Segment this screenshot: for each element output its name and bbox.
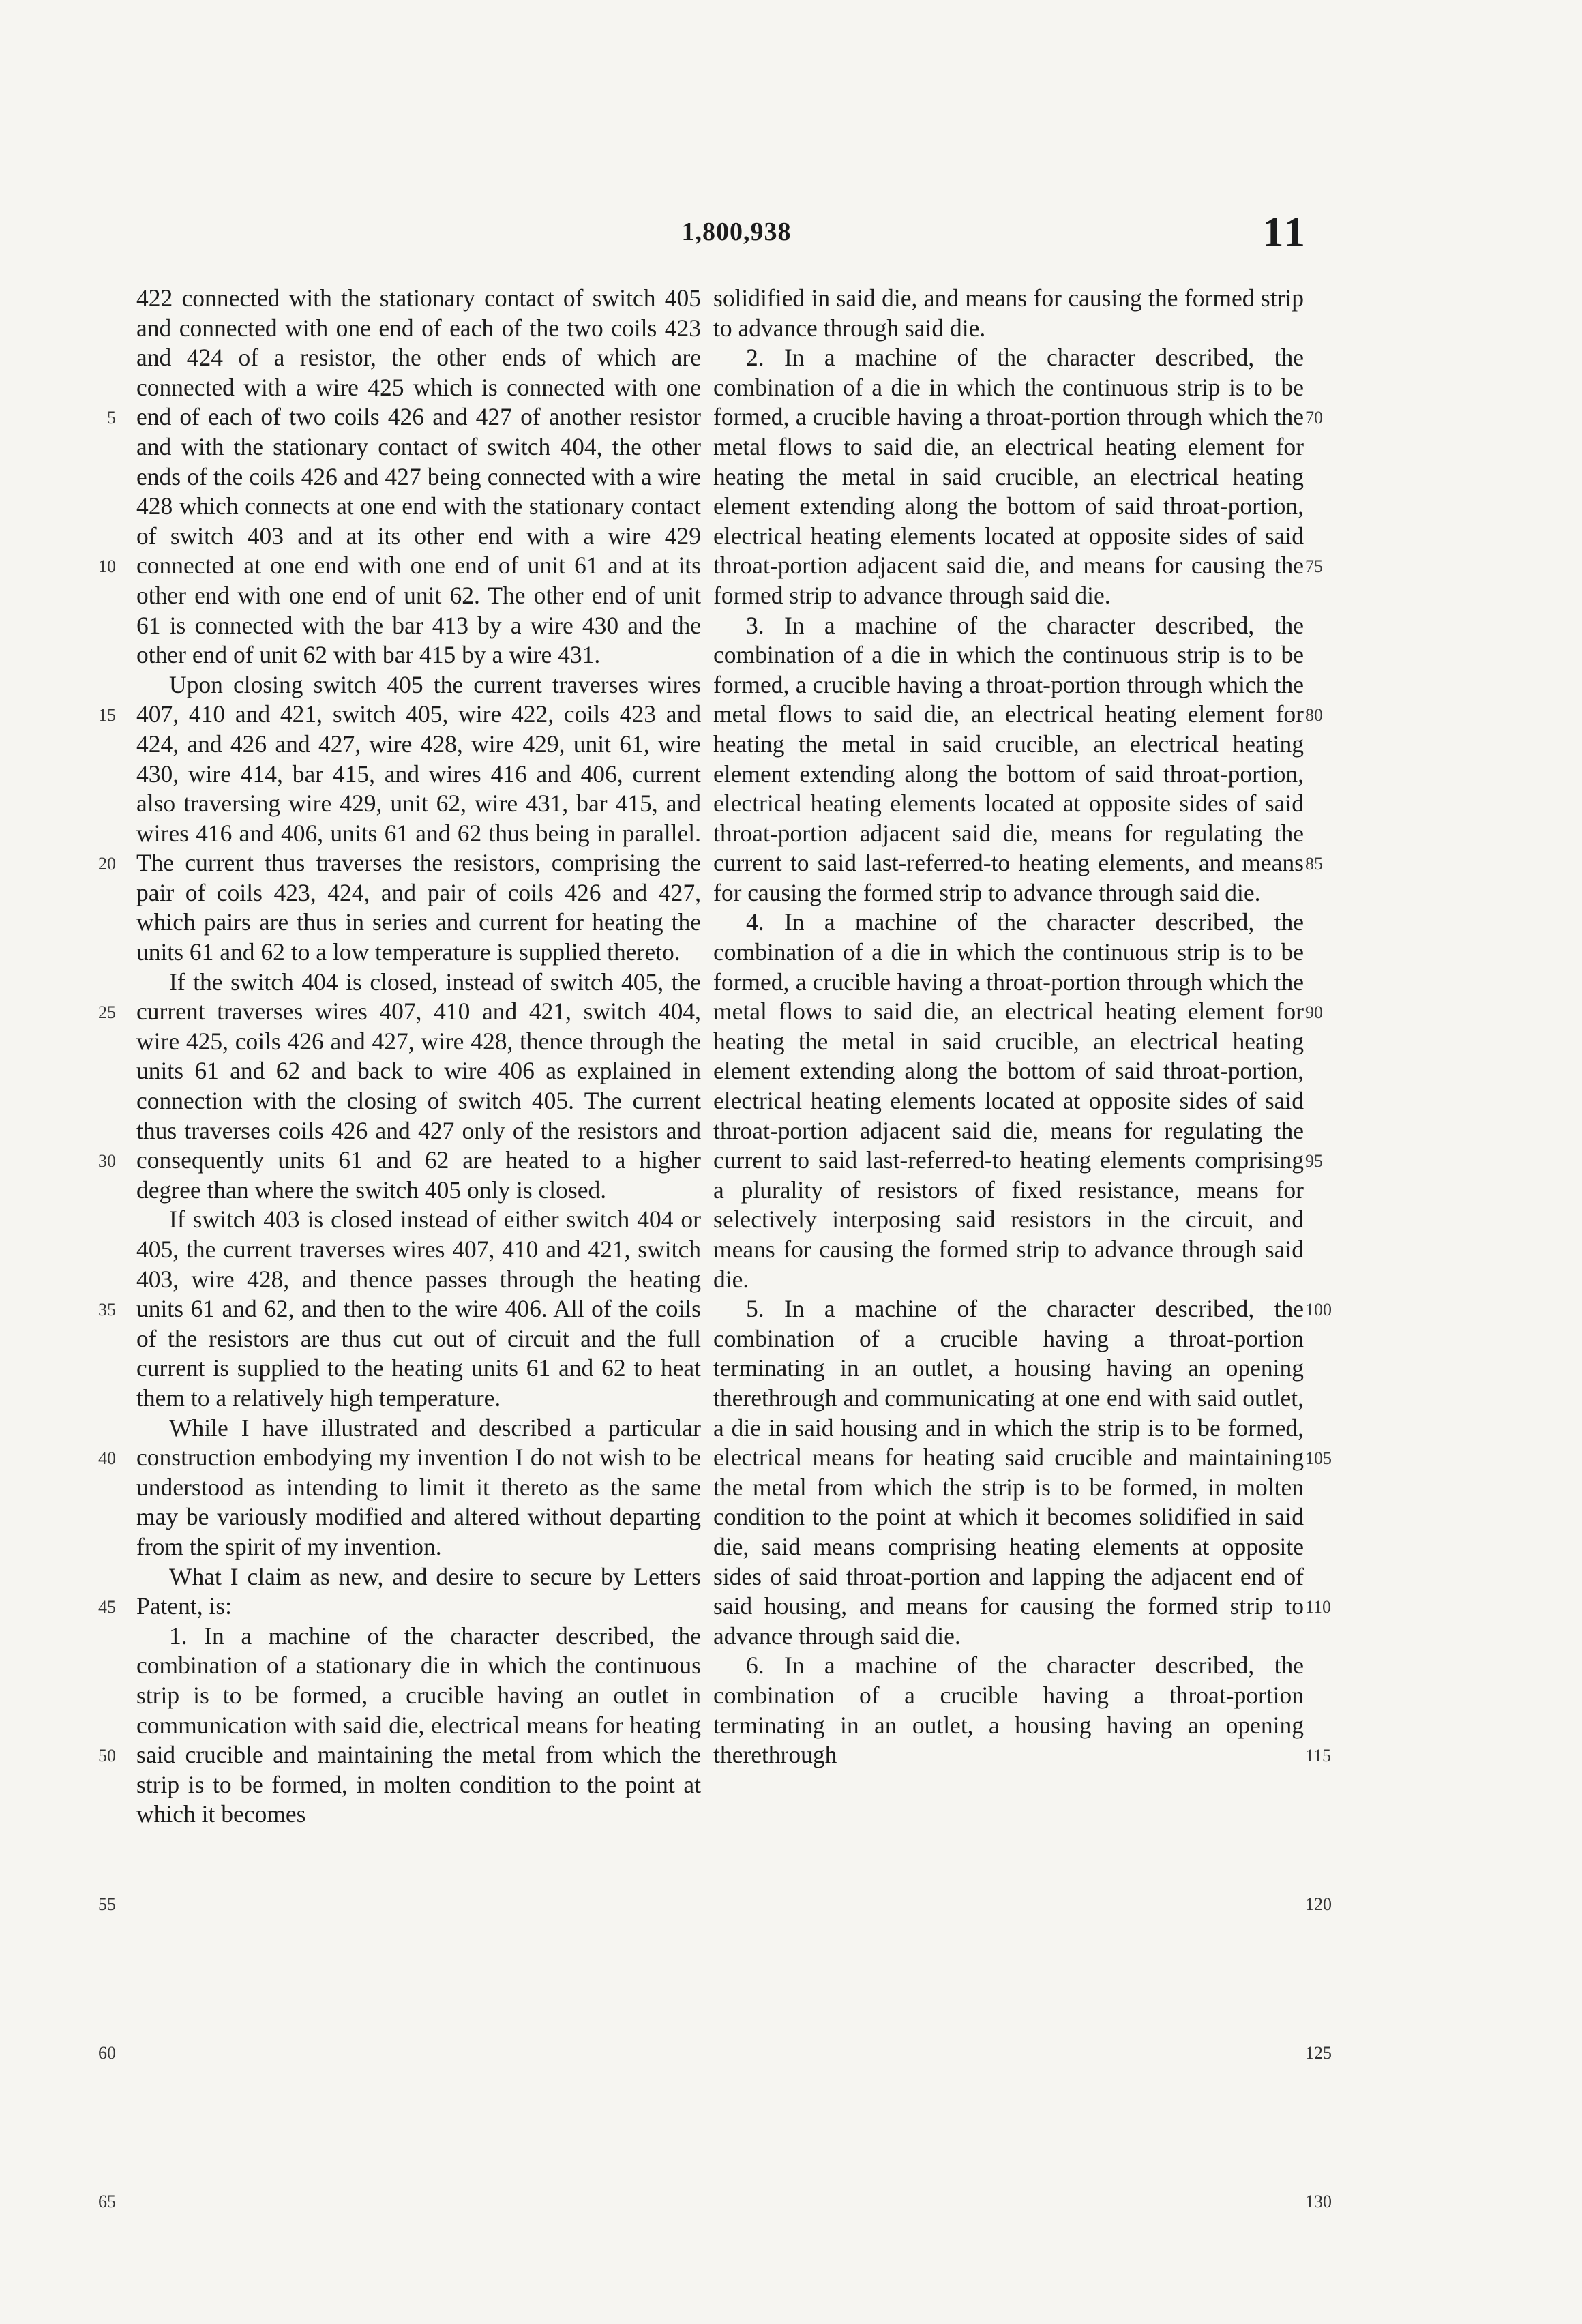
claim-6: 6. In a machine of the character described, the combination of a crucible having a throat-portion terminating in an outlet, a housing having an opening therethrough (713, 1652, 1304, 1769)
claim-3: 3. In a machine of the character described, the combination of a die in which the continuous strip is to be formed, a crucible having a throat-portion through which the metal flows to said die, an electrical heating element for heating the metal in said crucible, an electrical heating element extending along the bottom of said throat-portion, electrical heating elements located at opposite sides of said throat-portion adjacent said die, means for regulating the current to said last-referred-to heating elements, and means for causing the formed strip to advance through said die. (713, 611, 1304, 906)
line-number: 50 (98, 1746, 116, 1766)
right-column (713, 284, 1304, 1770)
line-number: 40 (98, 1448, 116, 1469)
paragraph: If switch 403 is closed instead of either switch 404 or 405, the current traverses wires 407, 410 and 421, switch 403, wire 428, and thence passes through the heating units 61 and 62, and then to the wire 406. All of the coils of the resistors are thus cut out of circuit and the full current is supplied to the heating units 61 and 62 to heat them to a relatively high temperature. (136, 1206, 701, 1412)
line-number: 75 (1305, 556, 1323, 577)
paragraph: 422 connected with the stationary contact of switch 405 and connected with one end of each of the two coils 423 and 424 of a resistor, the other ends of which are connected with a wire 425 which is connected with one end of each of two coils 426 and 427 of another resistor and with the stationary contact of switch 404, the other ends of the coils 426 and 427 being connected with a wire 428 which connects at one end with the stationary contact of switch 403 and at its other end with a wire 429 connected at one end with one end of unit 61 and at its other end with one end of unit 62. The other end of unit 61 is connected with the bar 413 by a wire 430 and the other end of unit 62 with bar 415 by a wire 431. (136, 284, 701, 669)
line-number: 20 (98, 854, 116, 874)
line-number: 15 (98, 705, 116, 726)
claim-5: 5. In a machine of the character described, the combination of a crucible having a throat-portion terminating in an outlet, a housing having an opening therethrough and communicating at one end with said outlet, a die in said housing and in which the strip is to be formed, electrical means for heating said crucible and maintaining the metal from which the strip is to be formed, in molten condition to the point at which it becomes solidified in said die, said means comprising heating elements at opposite sides of said throat-portion and lapping the adjacent end of said housing, and means for causing the formed strip to advance through said die. (713, 1295, 1304, 1650)
line-number: 105 (1305, 1448, 1332, 1469)
line-number: 35 (98, 1300, 116, 1320)
paragraph: solidified in said die, and means for causing the formed strip to advance through said die. (713, 284, 1304, 342)
page-number: 11 (1262, 209, 1308, 256)
claim-1: 1. In a machine of the character described, the combination of a stationary die in which the continuous strip is to be formed, a crucible having an outlet in communication with said die, electrical means for heating said crucible and maintaining the metal from which the strip is to be formed, in molten condition to the point at which it becomes (136, 1622, 701, 1828)
line-number: 110 (1305, 1597, 1332, 1618)
line-number: 125 (1305, 2043, 1332, 2064)
patent-number: 1,800,938 (681, 218, 792, 246)
line-number: 60 (98, 2043, 116, 2064)
line-number: 10 (98, 556, 116, 577)
paragraph: If the switch 404 is closed, instead of switch 405, the current traverses wires 407, 410 and 421, switch 404, wire 425, coils 426 and 427, wire 428, thence through the units 61 and 62 and back to wire 406 as explained in connection with the closing of switch 405. The current thus traverses coils 426 and 427 only of the resistors and consequently units 61 and 62 are heated to a higher degree than where the switch 405 only is closed. (136, 968, 701, 1204)
line-number: 80 (1305, 705, 1323, 726)
line-number: 70 (1305, 408, 1323, 428)
paragraph: What I claim as new, and desire to secure by Letters Patent, is: (136, 1562, 701, 1620)
line-number: 65 (98, 2192, 116, 2212)
line-number: 95 (1305, 1151, 1323, 1172)
paragraph: While I have illustrated and described a particular construction embodying my invention I do not wish to be understood as intending to limit it thereto as the same may be variously modified and altered without departing from the spirit of my invention. (136, 1414, 701, 1560)
line-number: 30 (98, 1151, 116, 1172)
claim-4: 4. In a machine of the character described, the combination of a die in which the continuous strip is to be formed, a crucible having a throat-portion through which the metal flows to said die, an electrical heating element for heating the metal in said crucible, an electrical heating element extending along the bottom of said throat-portion, electrical heating elements located at opposite sides of said throat-portion adjacent said die, means for regulating the current to said last-referred-to heating elements comprising a plurality of resistors of fixed resistance, means for selectively interposing said resistors in the circuit, and means for causing the formed strip to advance through said die. (713, 908, 1304, 1293)
line-number: 115 (1305, 1746, 1332, 1766)
line-number: 5 (107, 408, 116, 428)
line-number: 85 (1305, 854, 1323, 874)
line-number: 130 (1305, 2192, 1332, 2212)
line-number: 55 (98, 1894, 116, 1915)
paragraph: Upon closing switch 405 the current traverses wires 407, 410 and 421, switch 405, wire 422, coils 423 and 424, and 426 and 427, wire 428, wire 429, unit 61, wire 430, wire 414, bar 415, and wires 416 and 406, current also traversing wire 429, unit 62, wire 431, bar 415, and wires 416 and 406, units 61 and 62 thus being in parallel. The current thus traverses the resistors, comprising the pair of coils 423, 424, and pair of coils 426 and 427, which pairs are thus in series and current for heating the units 61 and 62 to a low temperature is supplied thereto. (136, 670, 701, 966)
line-number: 45 (98, 1597, 116, 1618)
line-number: 120 (1305, 1894, 1332, 1915)
line-number: 90 (1305, 1002, 1323, 1023)
line-number: 100 (1305, 1300, 1332, 1320)
line-number: 25 (98, 1002, 116, 1023)
claim-2: 2. In a machine of the character described, the combination of a die in which the continuous strip is to be formed, a crucible having a throat-portion through which the metal flows to said die, an electrical heating element for heating the metal in said crucible, an electrical heating element extending along the bottom of said throat-portion, electrical heating elements located at opposite sides of said throat-portion adjacent said die, and means for causing the formed strip to advance through said die. (713, 344, 1304, 609)
left-column (136, 284, 701, 1830)
